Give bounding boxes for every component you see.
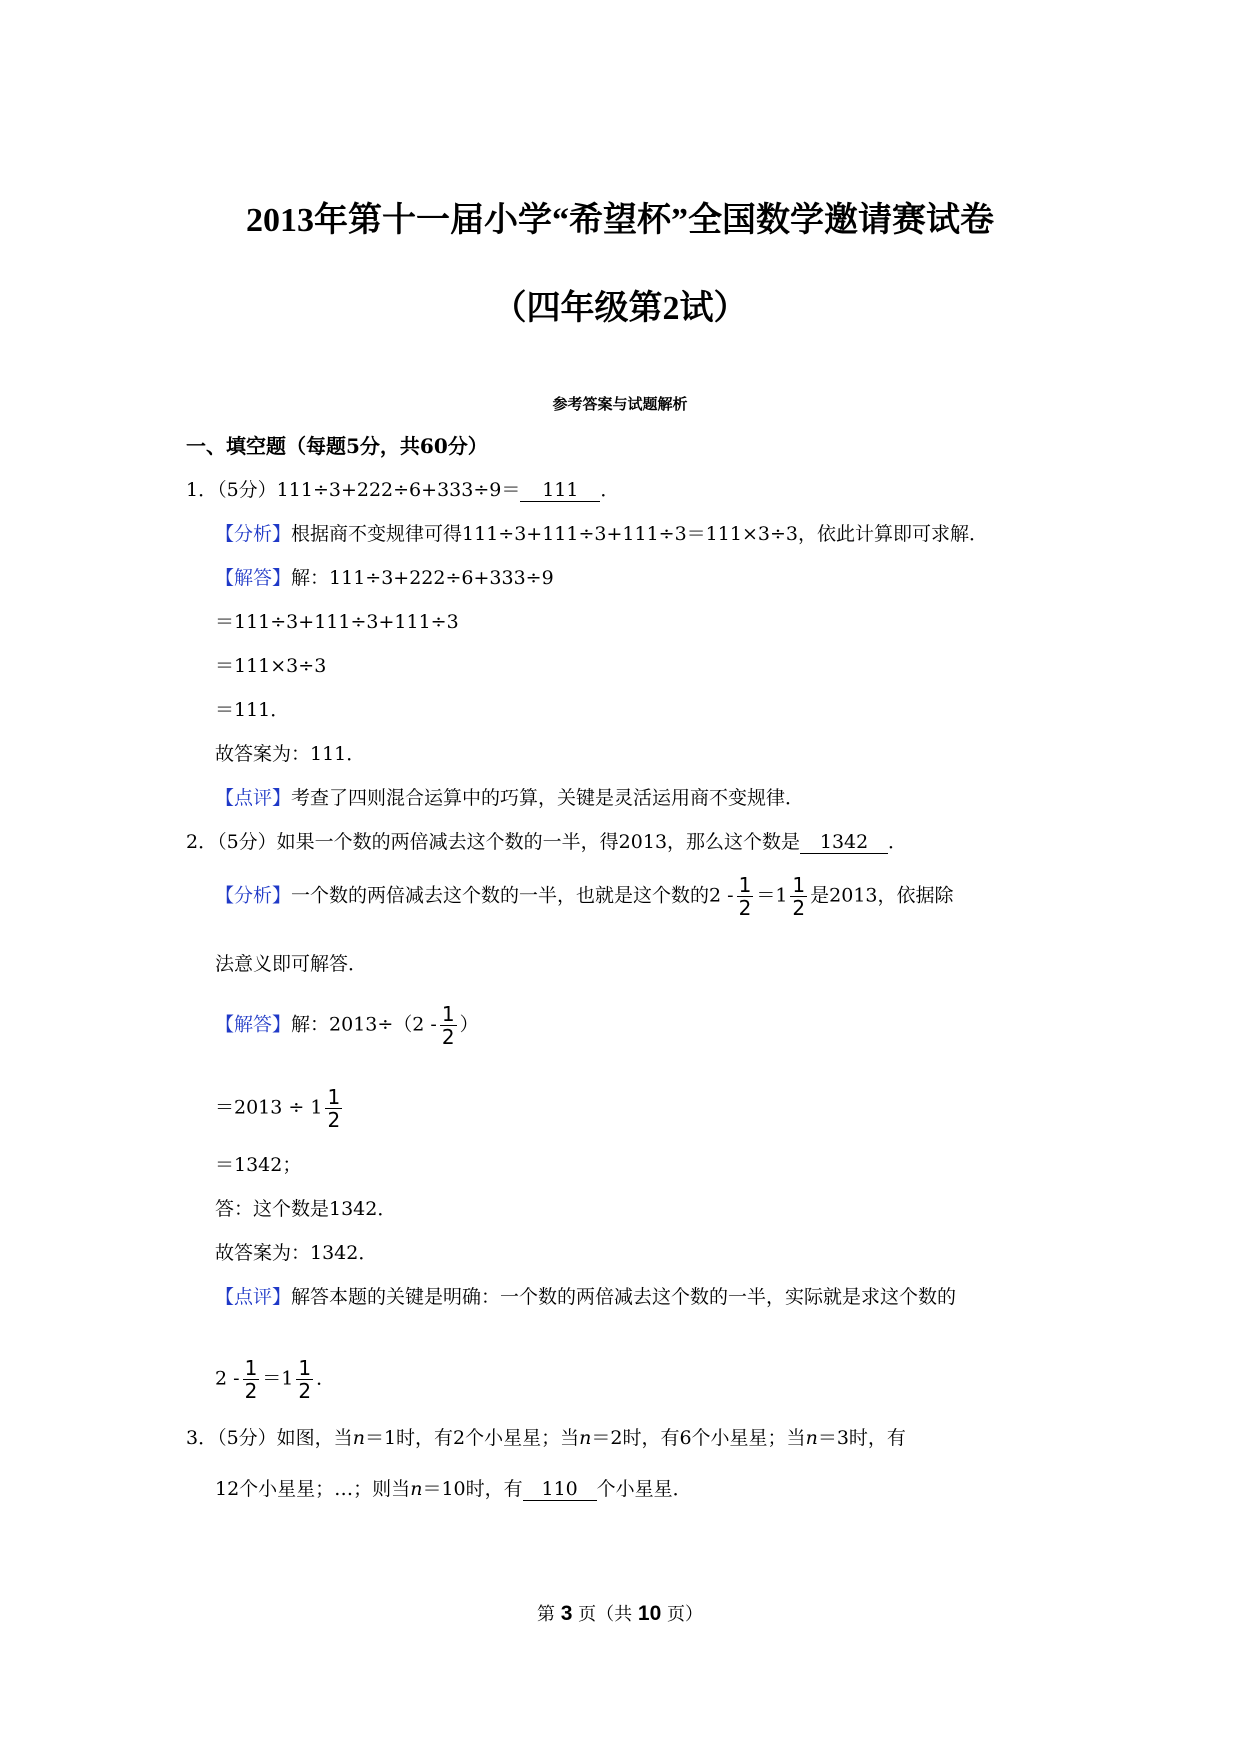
document-subtitle: （四年级第2试） xyxy=(492,290,748,327)
q2-solution xyxy=(215,1003,479,1048)
q2-analysis xyxy=(215,874,954,919)
q2-solution-text-a: 解：2013÷（2 - xyxy=(291,1013,437,1036)
q3-stem-continued xyxy=(215,1476,692,1502)
q2-comment-text-b2: ＝1 xyxy=(262,1367,294,1390)
fraction-numerator: 1 xyxy=(738,873,752,897)
q3-text-b3: 个小星星． xyxy=(596,1478,692,1500)
answer-heading: 参考答案与试题解析 xyxy=(552,395,688,413)
fraction-one-half xyxy=(440,1003,457,1048)
solution-label: 【解答】 xyxy=(215,567,292,589)
q1-step-2: ＝111×3÷3 xyxy=(215,655,327,677)
fraction-numerator: 1 xyxy=(792,873,806,897)
q1-number: 1． xyxy=(186,479,218,501)
q1-answer-blank: 111 xyxy=(520,479,600,502)
q1-analysis xyxy=(215,521,988,547)
q2-final: 故答案为：1342． xyxy=(215,1242,378,1264)
analysis-label: 【分析】 xyxy=(215,884,292,907)
q2-analysis-text-a: 一个数的两倍减去这个数的一半，也就是这个数的2 - xyxy=(291,884,734,907)
q2-step-1-text: ＝2013 ÷ 1 xyxy=(215,1096,323,1119)
q2-analysis-text-c: 是2013，依据除 xyxy=(810,884,954,907)
q1-step-1: ＝111÷3+111÷3+111÷3 xyxy=(215,611,459,633)
fraction-denominator: 2 xyxy=(738,896,752,920)
fraction-denominator: 2 xyxy=(244,1379,258,1403)
fraction-one-half xyxy=(325,1086,342,1131)
fraction-numerator: 1 xyxy=(327,1085,341,1109)
q3-answer-blank: 110 xyxy=(523,1478,597,1501)
q3-text-a1: （5分）如图，当 xyxy=(217,1427,353,1449)
q3-text-a4: ＝3时，有 xyxy=(817,1427,906,1449)
q2-comment-text: 解答本题的关键是明确：一个数的两倍减去这个数的一半，实际就是求这个数的 xyxy=(291,1286,957,1308)
section-heading: 一、填空题（每题5分，共60分） xyxy=(186,434,488,458)
q2-end: ． xyxy=(888,831,908,853)
variable-n: n xyxy=(579,1427,592,1449)
solution-label: 【解答】 xyxy=(215,1013,292,1036)
fraction-one-half xyxy=(790,874,807,919)
comment-label: 【点评】 xyxy=(215,1286,292,1308)
q1-solution-text: 解：111÷3+222÷6+333÷9 xyxy=(291,567,554,589)
q2-stem xyxy=(186,829,907,855)
variable-n: n xyxy=(410,1478,423,1500)
fraction-denominator: 2 xyxy=(327,1108,341,1132)
fraction-one-half xyxy=(737,874,754,919)
fraction-one-half xyxy=(243,1357,260,1402)
q1-step-3: ＝111． xyxy=(215,699,290,721)
q2-reply: 答：这个数是1342． xyxy=(215,1198,397,1220)
q2-comment-continued xyxy=(215,1357,335,1402)
q2-step-1 xyxy=(215,1086,345,1131)
fraction-numerator: 1 xyxy=(244,1356,258,1380)
q2-comment-text-b1: 2 - xyxy=(215,1367,240,1390)
footer-pre: 第 xyxy=(537,1604,555,1625)
q1-comment xyxy=(215,785,804,811)
fraction-denominator: 2 xyxy=(298,1379,312,1403)
q3-text-b1: 12个小星星；…；则当 xyxy=(215,1478,411,1500)
q3-text-b2: ＝10时，有 xyxy=(422,1478,523,1500)
fraction-numerator: 1 xyxy=(298,1356,312,1380)
fraction-numerator: 1 xyxy=(441,1002,455,1026)
fraction-one-half xyxy=(296,1357,313,1402)
fraction-denominator: 2 xyxy=(792,896,806,920)
q3-number: 3． xyxy=(186,1427,218,1449)
variable-n: n xyxy=(805,1427,818,1449)
q2-solution-text-b: ） xyxy=(459,1013,479,1036)
variable-n: n xyxy=(352,1427,365,1449)
page-footer xyxy=(0,1600,1240,1626)
comment-label: 【点评】 xyxy=(215,787,292,809)
analysis-label: 【分析】 xyxy=(215,523,292,545)
footer-mid: 页（共 xyxy=(578,1604,633,1625)
q1-solution xyxy=(215,565,554,591)
q2-text: （5分）如果一个数的两倍减去这个数的一半，得2013，那么这个数是 xyxy=(217,831,801,853)
q3-text-a3: ＝2时，有6个小星星；当 xyxy=(591,1427,806,1449)
q2-analysis-text-b: ＝1 xyxy=(756,884,788,907)
q3-stem xyxy=(186,1425,906,1451)
q2-number: 2． xyxy=(186,831,218,853)
q1-final: 故答案为：111． xyxy=(215,743,366,765)
total-page-number: 10 xyxy=(637,1602,662,1625)
q1-analysis-text: 根据商不变规律可得111÷3+111÷3+111÷3＝111×3÷3，依此计算即可求解． xyxy=(291,523,988,545)
q2-comment xyxy=(215,1284,956,1310)
q1-end: ． xyxy=(600,479,620,501)
q2-comment-text-b3: ． xyxy=(316,1367,336,1390)
q1-comment-text: 考查了四则混合运算中的巧算，关键是灵活运用商不变规律． xyxy=(291,787,805,809)
q1-stem xyxy=(186,477,619,503)
fraction-denominator: 2 xyxy=(441,1025,455,1049)
q2-step-2: ＝1342； xyxy=(215,1154,302,1176)
q1-text: （5分）111÷3+222÷6+333÷9＝ xyxy=(217,479,521,501)
q3-text-a2: ＝1时，有2个小星星；当 xyxy=(364,1427,580,1449)
q2-analysis-continued: 法意义即可解答． xyxy=(215,953,368,975)
document-title: 2013年第十一届小学“希望杯”全国数学邀请赛试卷 xyxy=(246,202,994,239)
footer-post: 页） xyxy=(666,1604,703,1625)
current-page-number: 3 xyxy=(560,1602,573,1625)
q2-answer-blank: 1342 xyxy=(800,831,888,854)
